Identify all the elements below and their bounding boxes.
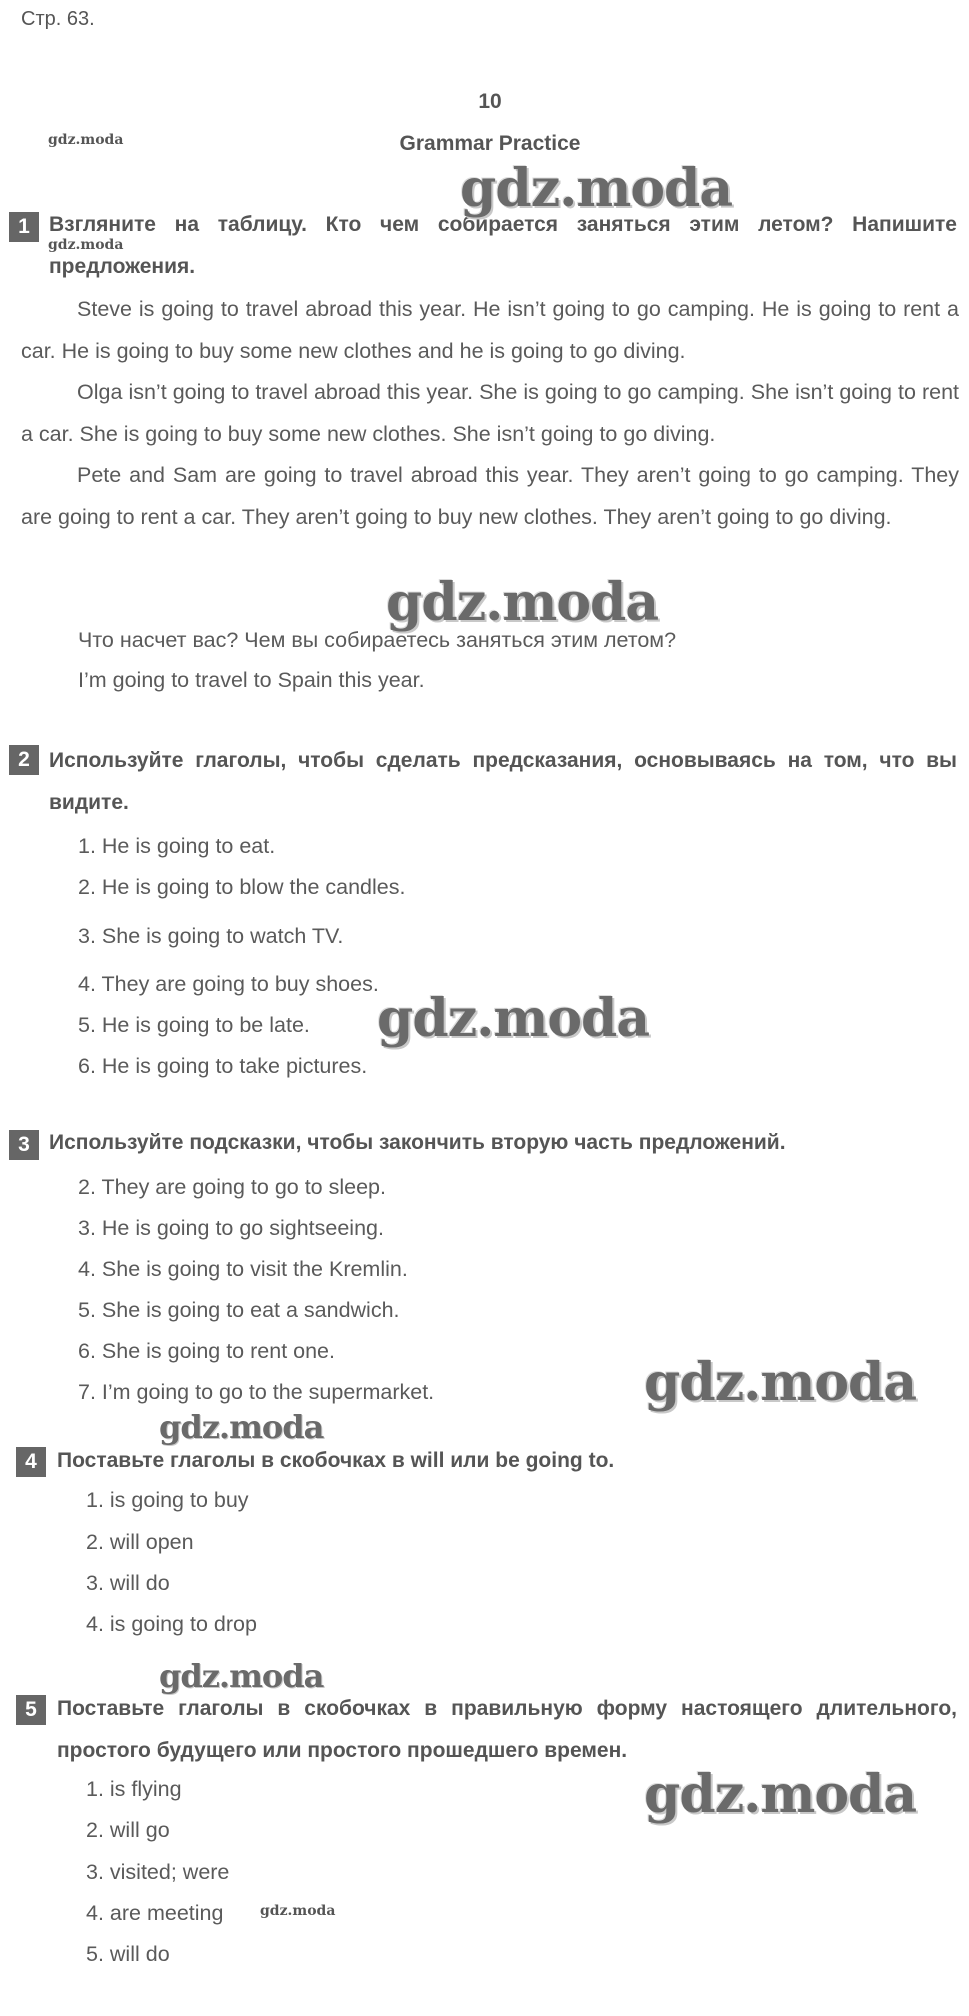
list-item: 1. is going to buy <box>86 1488 249 1512</box>
list-item: 4. She is going to visit the Kremlin. <box>78 1257 408 1281</box>
exercise-instruction: Поставьте глаголы в скобочках в will или be going to. <box>57 1449 615 1472</box>
list-item: 6. She is going to rent one. <box>78 1339 335 1363</box>
exercise-number-badge: 2 <box>9 745 39 775</box>
answer-paragraph: Pete and Sam are going to travel abroad this year. They aren’t going to go camping. They are going to rent a car. They aren’t going to buy new clothes. They aren’t going to go diving. <box>21 463 959 529</box>
watermark-logo: gdz.moda <box>644 1352 917 1413</box>
exercise-number-badge: 3 <box>9 1130 39 1160</box>
watermark-logo: gdz.moda <box>159 1408 324 1446</box>
list-item: 2. He is going to blow the candles. <box>78 875 406 899</box>
exercise-number-badge: 5 <box>16 1695 46 1725</box>
answer-line: I’m going to travel to Spain this year. <box>78 668 425 692</box>
list-item: 5. He is going to be late. <box>78 1013 310 1037</box>
unit-title: Grammar Practice <box>399 132 581 155</box>
watermark-logo: gdz.moda <box>260 1903 336 1919</box>
exercise-instruction: Используйте подсказки, чтобы закончить вторую часть предложений. <box>49 1131 786 1154</box>
list-item: 7. I’m going to go to the supermarket. <box>78 1380 435 1404</box>
watermark-logo: gdz.moda <box>48 132 124 148</box>
exercise-instruction: Поставьте глаголы в скобочках в правильную форму настоящего длительного, простого будущего или простого прошедшего времен. <box>57 1697 957 1762</box>
question-line: Что насчет вас? Чем вы собираетесь заняться этим летом? <box>78 628 677 652</box>
answer-paragraph: Steve is going to travel abroad this year. He isn’t going to go camping. He is going to rent a car. He is going to buy some new clothes and he is going to go diving. <box>21 297 959 363</box>
list-item: 5. will do <box>86 1942 170 1966</box>
exercise-instruction: Используйте глаголы, чтобы сделать предсказания, основываясь на том, что вы видите. <box>49 749 957 814</box>
watermark-logo: gdz.moda <box>460 158 733 219</box>
watermark-logo: gdz.moda <box>644 1764 917 1825</box>
unit-number: 10 <box>478 90 502 113</box>
list-item: 1. is flying <box>86 1777 182 1801</box>
exercise-number-badge: 1 <box>9 212 39 242</box>
exercise-instruction: Взгляните на таблицу. Кто чем собирается заняться этим летом? Напишите предложения. <box>49 213 957 278</box>
list-item: 4. They are going to buy shoes. <box>78 972 379 996</box>
list-item: 2. will open <box>86 1530 194 1554</box>
page-reference: Стр. 63. <box>21 8 95 30</box>
watermark-logo: gdz.moda <box>159 1657 324 1695</box>
list-item: 4. is going to drop <box>86 1612 257 1636</box>
list-item: 6. He is going to take pictures. <box>78 1054 368 1078</box>
list-item: 3. will do <box>86 1571 170 1595</box>
watermark-logo: gdz.moda <box>377 988 650 1049</box>
watermark-logo: gdz.moda <box>386 572 659 633</box>
list-item: 2. will go <box>86 1818 170 1842</box>
list-item: 3. visited; were <box>86 1860 230 1884</box>
list-item: 4. are meeting <box>86 1901 224 1925</box>
list-item: 5. She is going to eat a sandwich. <box>78 1298 400 1322</box>
list-item: 1. He is going to eat. <box>78 834 276 858</box>
list-item: 3. She is going to watch TV. <box>78 924 344 948</box>
list-item: 3. He is going to go sightseeing. <box>78 1216 384 1240</box>
answer-paragraph: Olga isn’t going to travel abroad this year. She is going to go camping. She isn’t going to rent a car. She is going to buy some new clothes. She isn’t going to go diving. <box>21 380 959 446</box>
watermark-logo: gdz.moda <box>48 237 124 253</box>
list-item: 2. They are going to go to sleep. <box>78 1175 386 1199</box>
exercise-number-badge: 4 <box>16 1447 46 1477</box>
